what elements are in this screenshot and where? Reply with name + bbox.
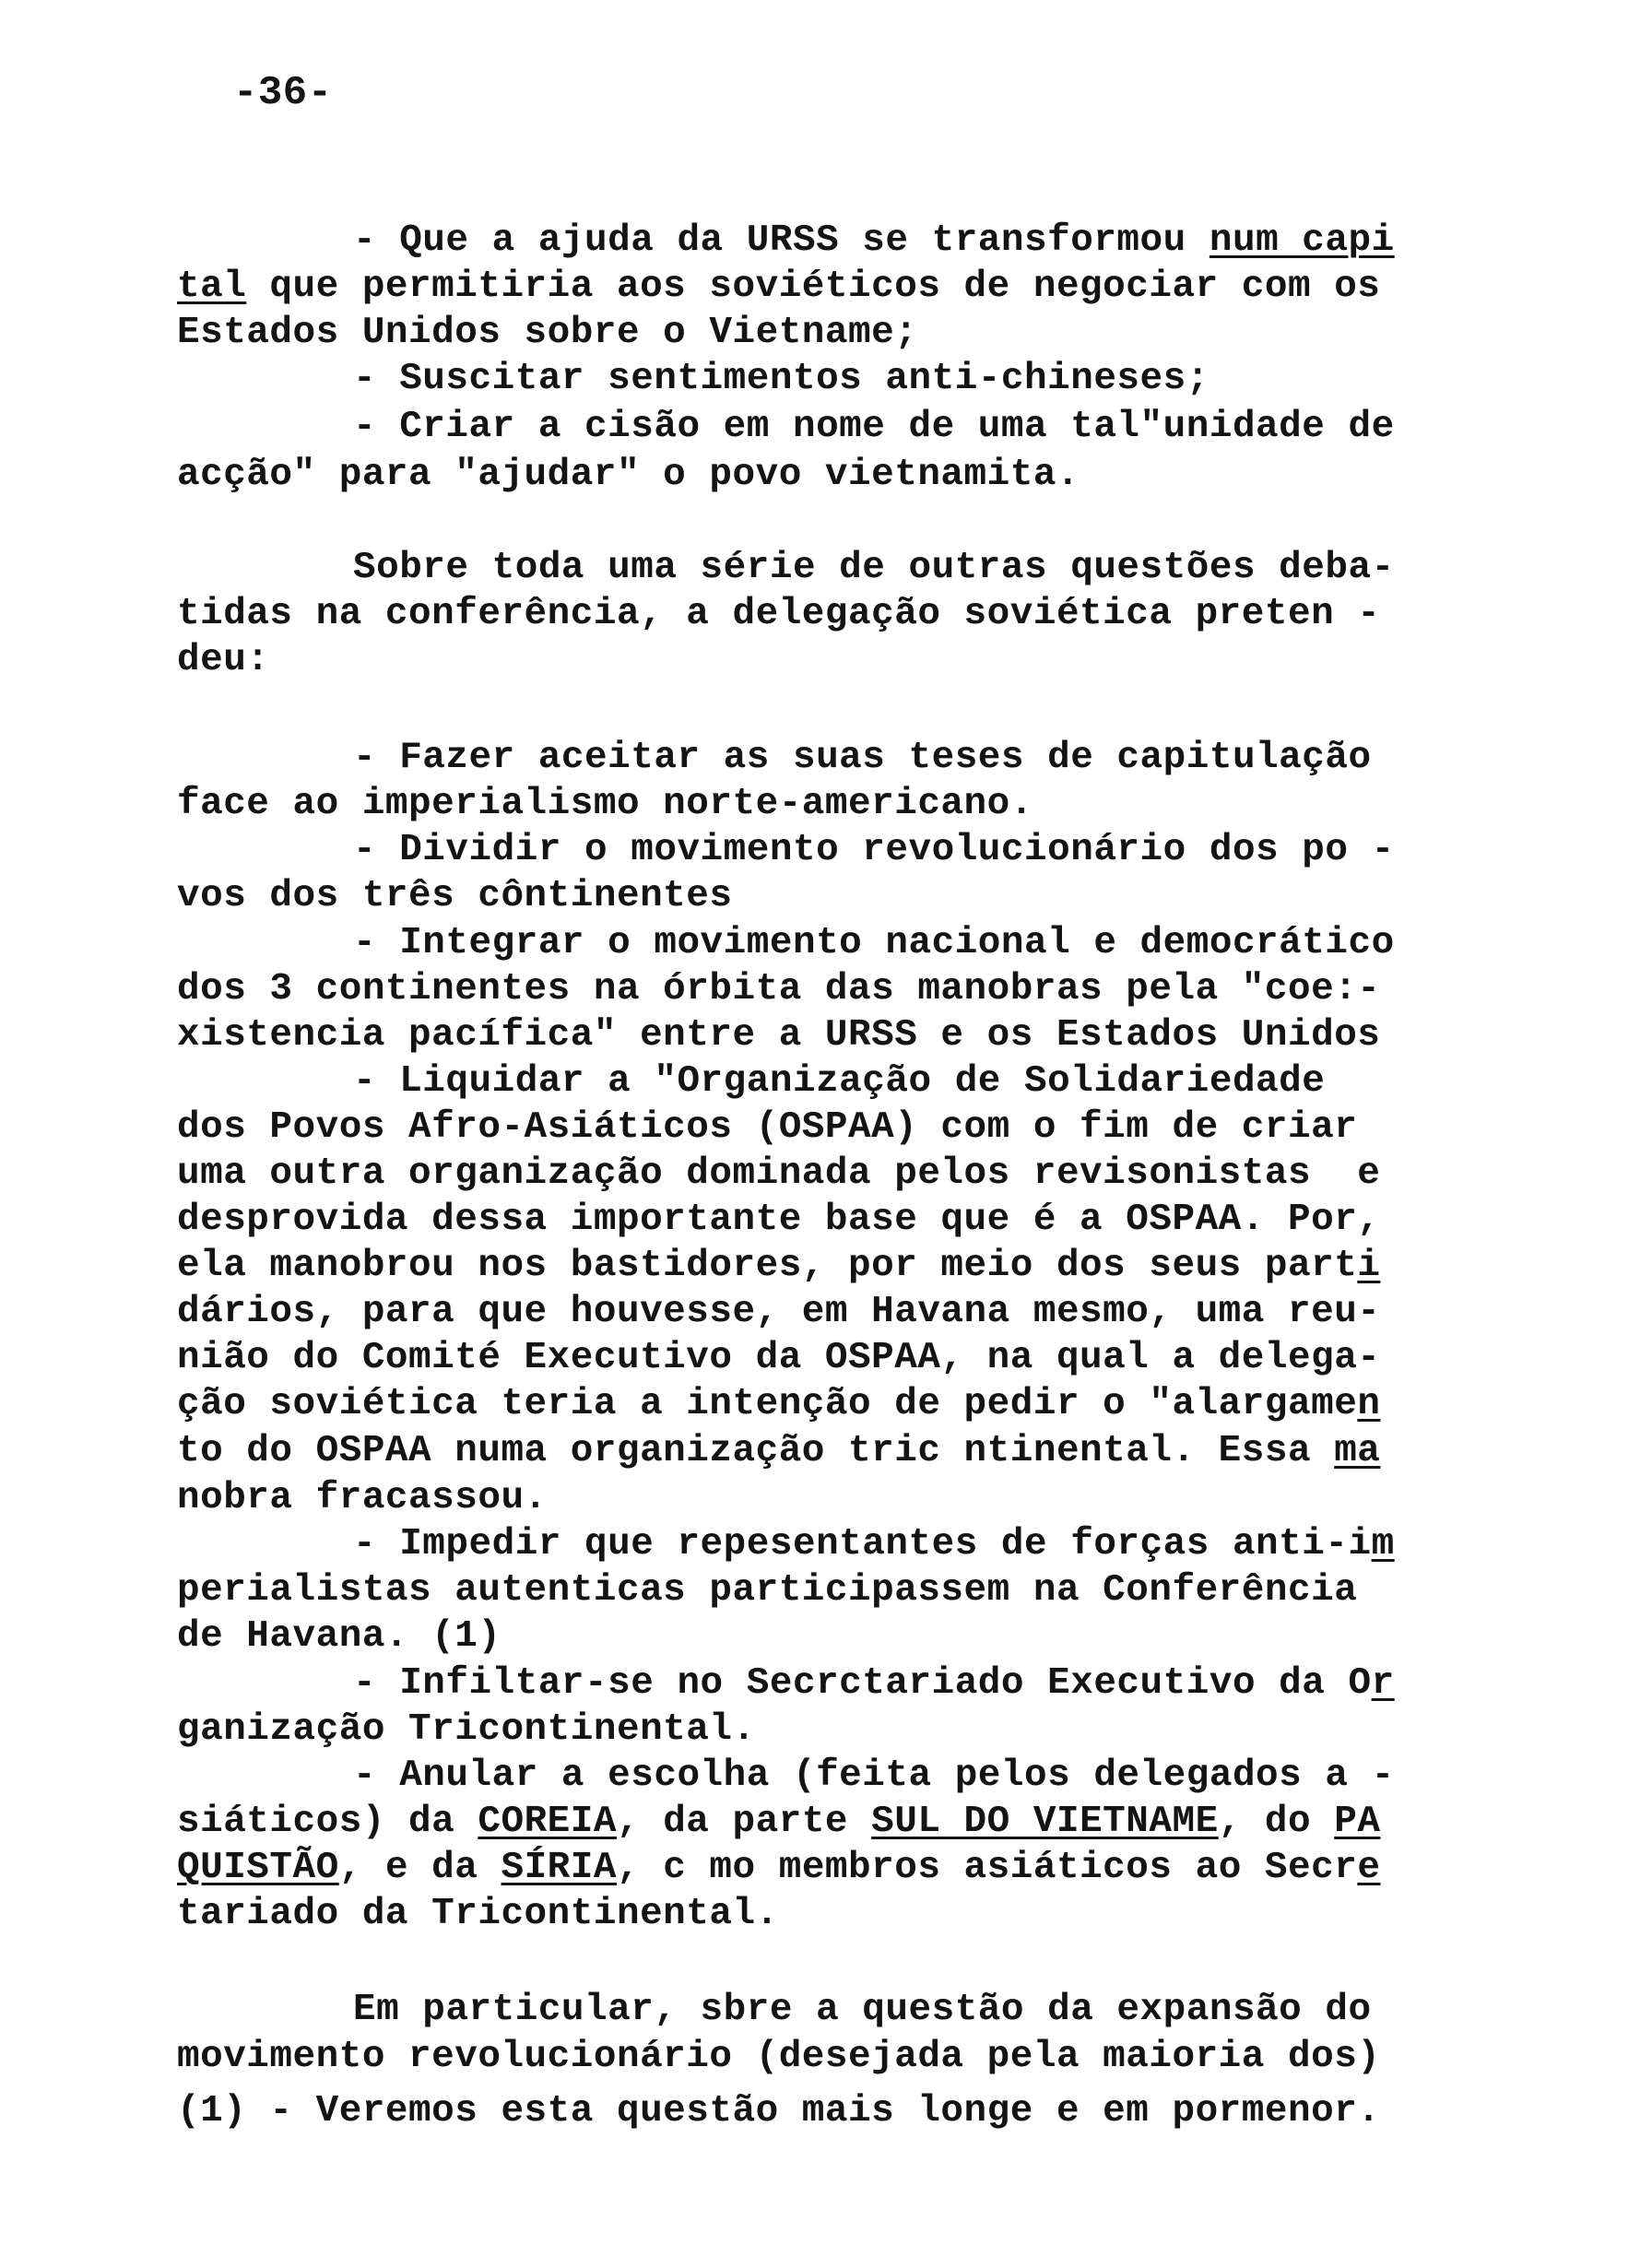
underlined-text: ma xyxy=(1334,1430,1381,1472)
text-line xyxy=(353,1521,1395,1567)
text-segment: face ao imperialismo norte-americano. xyxy=(177,783,1033,825)
text-segment: - Integrar o movimento nacional e democrático xyxy=(353,922,1395,964)
text-line xyxy=(177,310,917,356)
text-line xyxy=(177,966,1380,1012)
text-segment: tariado da Tricontinental. xyxy=(177,1893,779,1935)
footnote-line xyxy=(177,2088,1380,2134)
text-segment: nobra fracassou. xyxy=(177,1477,548,1519)
underlined-text: i xyxy=(1357,1245,1381,1287)
text-segment: dários, para que houvesse, em Havana mesmo, uma reu- xyxy=(177,1291,1381,1333)
text-line xyxy=(177,1613,501,1660)
text-segment: - Fazer aceitar as suas teses de capitulação xyxy=(353,737,1372,779)
text-segment: , do xyxy=(1218,1801,1335,1843)
text-segment: siáticos) da xyxy=(177,1801,478,1843)
text-segment: ção soviética teria a intenção de pedir o "alargame xyxy=(177,1383,1358,1425)
underlined-text: tal xyxy=(177,266,247,308)
text-segment: movimento revolucionário (desejada pela maioria dos) xyxy=(177,2036,1381,2078)
text-line xyxy=(177,2034,1380,2080)
text-segment: to do OSPAA numa organização tric ntinental. Essa xyxy=(177,1430,1335,1472)
underlined-text: e xyxy=(1357,1847,1381,1889)
text-line xyxy=(177,1289,1380,1335)
text-line xyxy=(177,637,269,683)
text-segment: - Impedir que repesentantes de forças anti-i xyxy=(353,1523,1372,1565)
text-line xyxy=(177,1428,1380,1474)
underlined-text: num capi xyxy=(1209,219,1395,262)
text-line xyxy=(177,1381,1380,1427)
text-line xyxy=(353,1987,1372,2033)
text-segment: , c mo membros asiáticos ao Secr xyxy=(617,1847,1358,1889)
text-line xyxy=(177,264,1380,310)
text-segment: - Liquidar a "Organização de Solidariedade xyxy=(353,1060,1326,1103)
text-line xyxy=(353,218,1395,264)
text-segment: ganização Tricontinental. xyxy=(177,1708,756,1751)
text-line xyxy=(177,1151,1380,1197)
text-line xyxy=(353,1058,1325,1104)
text-segment: tidas na conferência, a delegação soviética preten - xyxy=(177,593,1381,635)
text-line xyxy=(177,873,733,919)
text-segment: dos Povos Afro-Asiáticos (OSPAA) com o fim de criar xyxy=(177,1106,1358,1149)
text-segment: - Infiltar-se no Secrctariado Executivo da O xyxy=(353,1662,1372,1705)
text-line xyxy=(353,827,1395,873)
underlined-text: r xyxy=(1371,1662,1395,1705)
text-line xyxy=(177,1335,1380,1381)
text-segment: - Dividir o movimento revolucionário dos po - xyxy=(353,829,1395,871)
text-segment: - Suscitar sentimentos anti-chineses; xyxy=(353,358,1210,400)
page-number: -36- xyxy=(233,70,333,116)
text-segment: de Havana. (1) xyxy=(177,1615,502,1658)
text-line xyxy=(177,1197,1380,1243)
text-line xyxy=(177,1475,548,1521)
text-segment: xistencia pacífica" entre a URSS e os Estados Unidos xyxy=(177,1014,1381,1057)
underlined-text: m xyxy=(1371,1523,1395,1565)
text-line xyxy=(177,591,1380,637)
text-segment: deu: xyxy=(177,639,270,681)
text-line xyxy=(177,1243,1380,1289)
text-segment: dos 3 continentes na órbita das manobras pela "coe:- xyxy=(177,968,1381,1010)
text-line xyxy=(177,1567,1357,1613)
text-line xyxy=(177,1104,1357,1151)
text-segment: Sobre toda uma série de outras questões deba- xyxy=(353,547,1395,589)
text-segment: Estados Unidos sobre o Vietname; xyxy=(177,312,918,354)
text-segment: - Que a ajuda da URSS se transformou xyxy=(353,219,1210,262)
underlined-text: COREIA xyxy=(478,1801,617,1843)
underlined-text: n xyxy=(1357,1383,1381,1425)
text-line xyxy=(177,1891,779,1937)
text-line xyxy=(353,920,1395,966)
text-segment: desprovida dessa importante base que é a OSPAA. Por, xyxy=(177,1199,1381,1241)
text-segment: - Anular a escolha (feita pelos delegados a - xyxy=(353,1754,1395,1797)
text-segment: uma outra organização dominada pelos revisonistas e xyxy=(177,1152,1381,1195)
text-line xyxy=(177,1799,1380,1845)
text-line xyxy=(177,781,1033,827)
text-segment: (1) - Veremos esta questão mais longe e em pormenor. xyxy=(177,2090,1381,2132)
text-line xyxy=(177,1707,756,1753)
text-line xyxy=(177,1012,1380,1058)
text-segment: perialistas autenticas participassem na Conferência xyxy=(177,1569,1358,1612)
text-segment: acção" para "ajudar" o povo vietnamita. xyxy=(177,454,1080,496)
underlined-text: SÍRIA xyxy=(501,1847,617,1889)
underlined-text: PA xyxy=(1334,1801,1381,1843)
text-line xyxy=(353,404,1395,450)
text-line xyxy=(353,735,1372,781)
text-line xyxy=(177,452,1080,498)
text-line xyxy=(353,356,1210,402)
underlined-text: SUL DO VIETNAME xyxy=(871,1801,1219,1843)
text-line xyxy=(353,545,1395,591)
text-segment: Em particular, sbre a questão da expansão do xyxy=(353,1989,1372,2031)
text-segment: , da parte xyxy=(616,1801,872,1843)
text-segment: , e da xyxy=(338,1847,502,1889)
text-segment: - Criar a cisão em nome de uma tal"unidade de xyxy=(353,406,1395,448)
text-segment: ela manobrou nos bastidores, por meio dos seus part xyxy=(177,1245,1358,1287)
text-line xyxy=(177,1845,1380,1891)
text-segment: vos dos três côntinentes xyxy=(177,875,733,917)
text-segment: nião do Comité Executivo da OSPAA, na qual a delega- xyxy=(177,1337,1381,1379)
text-line xyxy=(353,1753,1395,1799)
text-segment: que permitiria aos soviéticos de negociar com os xyxy=(246,266,1381,308)
underlined-text: QUISTÃO xyxy=(177,1847,339,1889)
text-line xyxy=(353,1660,1395,1707)
